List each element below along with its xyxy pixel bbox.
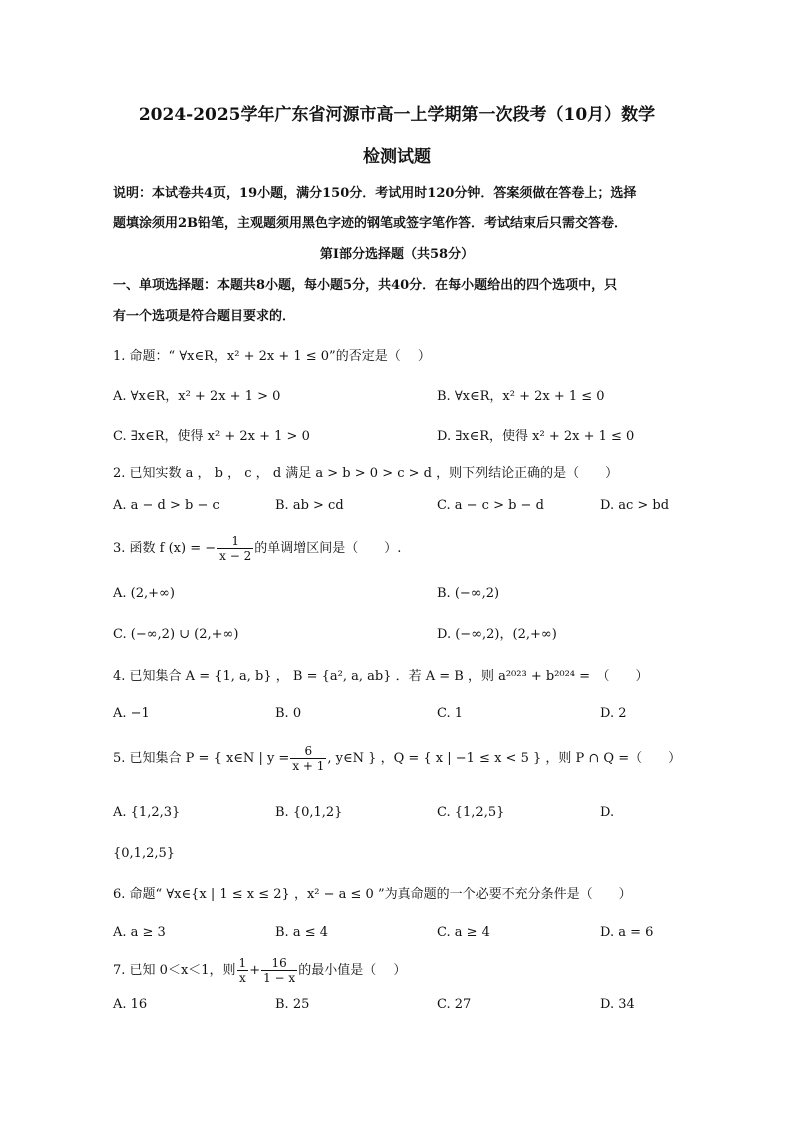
- question-3-option-a: A. (2,+∞): [113, 586, 175, 601]
- question-5-option-c: C. {1,2,5}: [437, 805, 505, 820]
- question-6-option-d: D. a = 6: [600, 925, 654, 940]
- question-5-option-d: D.: [600, 805, 615, 820]
- question-7-option-d: D. 34: [600, 997, 635, 1012]
- question-6-option-b: B. a ≤ 4: [275, 925, 328, 940]
- question-6-option-c: C. a ≥ 4: [437, 925, 490, 940]
- question-7-fraction-2: [261, 956, 297, 985]
- question-6-stem: 6. 命题“ ∀x∈{x | 1 ≤ x ≤ 2} ，x² − a ≤ 0 ”为真命题的一个必要不充分条件是（ ）: [113, 887, 632, 902]
- question-3-fraction: [217, 534, 253, 563]
- question-7-option-c: C. 27: [437, 997, 472, 1012]
- question-4-stem: 4. 已知集合 A = {1, a, b} ， B = {a², a, ab} ．若 A = B ，则 a²⁰²³ + b²⁰²⁴ = （ ）: [113, 669, 649, 684]
- question-1-stem: 1. 命题：“ ∀x∈R，x² + 2x + 1 ≤ 0”的否定是（ ）: [113, 349, 431, 364]
- question-3-fraction-denominator: x − 2: [219, 549, 252, 563]
- question-3-option-c: C. (−∞,2) ∪ (2,+∞): [113, 627, 239, 642]
- question-3-stem-pre: 3. 函数 f (x) = −: [113, 541, 217, 556]
- question-1-option-b: B. ∀x∈R，x² + 2x + 1 ≤ 0: [437, 389, 605, 404]
- question-1-option-c: C. ∃x∈R，使得 x² + 2x + 1 > 0: [113, 429, 310, 444]
- question-2-stem: 2. 已知实数 a ， b ， c ， d 满足 a > b > 0 > c > d ，则下列结论正确的是（ ）: [113, 466, 619, 481]
- part-heading: 第Ⅰ部分选择题（共58分）: [319, 247, 475, 262]
- question-4-option-a: A. −1: [113, 706, 150, 721]
- question-7-plus: +: [249, 963, 261, 978]
- question-1-option-a: A. ∀x∈R，x² + 2x + 1 > 0: [113, 389, 281, 404]
- question-5-option-a: A. {1,2,3}: [113, 805, 181, 820]
- question-3-option-b: B. (−∞,2): [437, 586, 500, 601]
- exam-title-line1: 2024-2025学年广东省河源市高一上学期第一次段考（10月）数学: [138, 105, 656, 125]
- instructions-line2: 题填涂须用2B铅笔，主观题须用黑色字迹的钢笔或签字笔作答．考试结束后只需交答卷．: [113, 216, 628, 231]
- question-4-option-d: D. 2: [600, 706, 627, 721]
- question-5-option-d-value: {0,1,2,5}: [113, 846, 176, 861]
- question-7-stem: [113, 954, 406, 988]
- question-5-stem-pre: 5. 已知集合 P = { x∈N | y =: [113, 751, 290, 766]
- question-4-option-b: B. 0: [275, 706, 302, 721]
- question-2-option-a: A. a − d > b − c: [113, 498, 220, 513]
- question-7-fraction-2-numerator: 16: [261, 956, 297, 971]
- question-3-fraction-numerator: 1: [217, 534, 253, 549]
- section-heading-line1: 一、单项选择题：本题共8小题，每小题5分，共40分．在每小题给出的四个选项中，只: [113, 278, 618, 293]
- question-3-stem: [113, 534, 401, 564]
- question-3-stem-post: 的单调增区间是（ ）.: [254, 541, 402, 556]
- question-5-option-b: B. {0,1,2}: [275, 805, 343, 820]
- question-6-option-a: A. a ≥ 3: [113, 925, 166, 940]
- question-2-option-d: D. ac > bd: [600, 498, 670, 513]
- question-1-option-d: D. ∃x∈R，使得 x² + 2x + 1 ≤ 0: [437, 429, 635, 444]
- question-2-option-c: C. a − c > b − d: [437, 498, 544, 513]
- question-7-stem-pre: 7. 已知 0＜x＜1，则: [113, 963, 236, 978]
- question-7-fraction-1-numerator: 1: [238, 956, 247, 970]
- section-heading-line2: 有一个选项是符合题目要求的．: [113, 309, 296, 324]
- question-7-fraction-1: [237, 956, 249, 985]
- question-7-fraction-2-denominator: 1 − x: [263, 971, 296, 985]
- question-5-fraction: [290, 744, 326, 773]
- question-7-option-a: A. 16: [113, 997, 148, 1012]
- question-4-option-c: C. 1: [437, 706, 464, 721]
- question-3-option-d: D. (−∞,2)，(2,+∞): [437, 627, 557, 642]
- instructions-line1: 说明：本试卷共4页，19小题，满分150分．考试用时120分钟．答案须做在答卷上；选择: [113, 186, 637, 201]
- question-7-fraction-1-denominator: x: [238, 971, 246, 985]
- question-5-stem: [113, 743, 681, 775]
- question-5-stem-post: , y∈N } ，Q = { x | −1 ≤ x < 5 } ，则 P ∩ Q =（ ）: [327, 751, 682, 766]
- question-7-stem-post: 的最小值是（ ）: [298, 963, 407, 978]
- question-7-option-b: B. 25: [275, 997, 310, 1012]
- question-2-option-b: B. ab > cd: [275, 498, 344, 513]
- question-5-fraction-denominator: x + 1: [292, 759, 325, 773]
- question-5-fraction-numerator: 6: [290, 744, 326, 759]
- exam-title-line2: 检测试题: [363, 147, 431, 167]
